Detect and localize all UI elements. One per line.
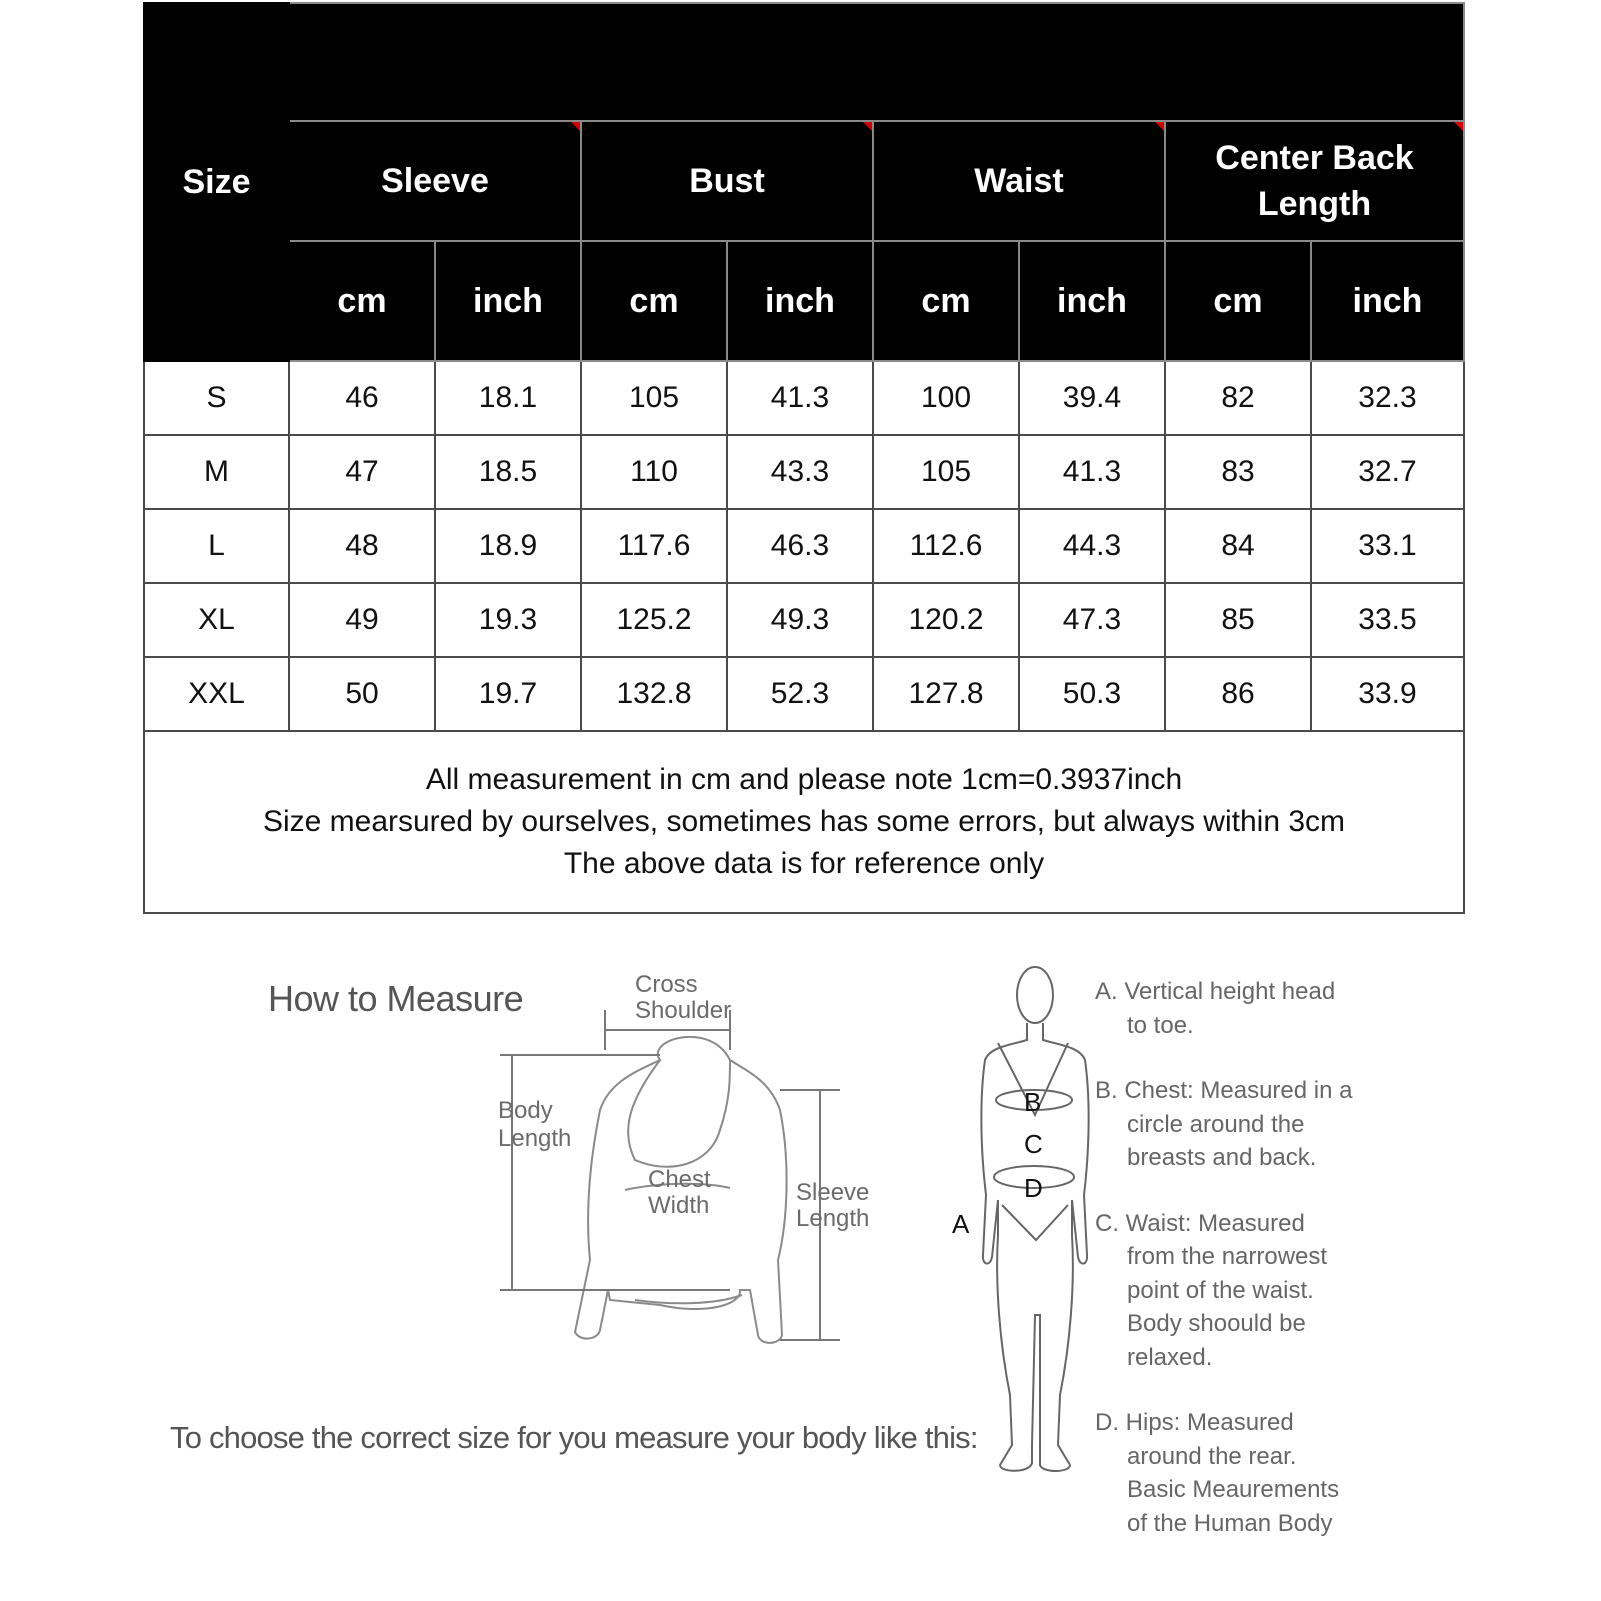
measurement-cell: 50 bbox=[289, 657, 435, 731]
head-shape bbox=[1017, 967, 1053, 1023]
size-cell: L bbox=[144, 509, 289, 583]
hips-letter: D bbox=[1024, 1173, 1043, 1203]
body-length-label: Body Length bbox=[498, 1097, 572, 1152]
measurement-cell: 41.3 bbox=[727, 361, 873, 435]
measurement-cell: 49 bbox=[289, 583, 435, 657]
waist-letter: C bbox=[1024, 1129, 1043, 1159]
unit-header-row bbox=[144, 241, 1464, 361]
waist-header: Waist bbox=[873, 121, 1165, 241]
bust-header: Bust bbox=[581, 121, 873, 241]
definition-c: C. Waist: Measured from the narrowest point of the waist. Body shoould be relaxed. bbox=[1095, 1209, 1328, 1371]
unit-header-2: cm bbox=[581, 241, 727, 361]
cross-shoulder-label: Cross Shoulder bbox=[635, 971, 732, 1024]
measurement-cell: 52.3 bbox=[727, 657, 873, 731]
measurement-cell: 125.2 bbox=[581, 583, 727, 657]
measurement-cell: 46 bbox=[289, 361, 435, 435]
measurement-cell: 105 bbox=[873, 435, 1019, 509]
measurement-cell: 85 bbox=[1165, 583, 1311, 657]
measurement-cell: 110 bbox=[581, 435, 727, 509]
measurement-cell: 82 bbox=[1165, 361, 1311, 435]
measurement-cell: 43.3 bbox=[727, 435, 873, 509]
measurement-cell: 18.1 bbox=[435, 361, 581, 435]
unit-header-5: inch bbox=[1019, 241, 1165, 361]
measurement-cell: 47.3 bbox=[1019, 583, 1165, 657]
measurement-cell: 18.5 bbox=[435, 435, 581, 509]
measure-instruction: To choose the correct size for you measure your body like this: bbox=[170, 1420, 978, 1455]
measurement-cell: 39.4 bbox=[1019, 361, 1165, 435]
measurement-cell: 112.6 bbox=[873, 509, 1019, 583]
measurement-cell: 86 bbox=[1165, 657, 1311, 731]
size-chart-table bbox=[143, 2, 1465, 914]
measurement-cell: 18.9 bbox=[435, 509, 581, 583]
size-row bbox=[144, 361, 1464, 435]
measurement-cell: 132.8 bbox=[581, 657, 727, 731]
size-cell: M bbox=[144, 435, 289, 509]
sleeve-header: Sleeve bbox=[289, 121, 581, 241]
measurement-cell: 50.3 bbox=[1019, 657, 1165, 731]
size-row bbox=[144, 583, 1464, 657]
size-cell: XL bbox=[144, 583, 289, 657]
measurement-cell: 33.5 bbox=[1311, 583, 1464, 657]
body-figure bbox=[950, 965, 1090, 1525]
measurement-cell: 105 bbox=[581, 361, 727, 435]
measurement-cell: 46.3 bbox=[727, 509, 873, 583]
measurement-cell: 48 bbox=[289, 509, 435, 583]
definition-a: A. Vertical height head to toe. bbox=[1095, 978, 1336, 1039]
measurement-definitions bbox=[1095, 975, 1395, 1572]
measurement-cell: 19.7 bbox=[435, 657, 581, 731]
size-table-body bbox=[144, 361, 1464, 731]
measurement-cell: 127.8 bbox=[873, 657, 1019, 731]
height-letter: A bbox=[952, 1209, 970, 1239]
measurement-cell: 100 bbox=[873, 361, 1019, 435]
size-header: Size bbox=[144, 3, 289, 361]
center-back-length-header: Center Back Length bbox=[1165, 121, 1464, 241]
note-line: Size mearsured by ourselves, sometimes has some errors, but always within 3cm bbox=[262, 805, 1346, 838]
measurement-cell: 33.9 bbox=[1311, 657, 1464, 731]
size-row bbox=[144, 435, 1464, 509]
unit-header-6: cm bbox=[1165, 241, 1311, 361]
unit-header-0: cm bbox=[289, 241, 435, 361]
measurement-cell: 19.3 bbox=[435, 583, 581, 657]
size-cell: XXL bbox=[144, 657, 289, 731]
measurement-cell: 44.3 bbox=[1019, 509, 1165, 583]
measurement-cell: 120.2 bbox=[873, 583, 1019, 657]
measurement-cell: 117.6 bbox=[581, 509, 727, 583]
measurement-cell: 49.3 bbox=[727, 583, 873, 657]
unit-header-1: inch bbox=[435, 241, 581, 361]
size-cell: S bbox=[144, 361, 289, 435]
unit-header-7: inch bbox=[1311, 241, 1464, 361]
measurement-cell: 32.3 bbox=[1311, 361, 1464, 435]
measurement-notes bbox=[144, 731, 1464, 913]
size-row bbox=[144, 657, 1464, 731]
chest-letter: B bbox=[1024, 1087, 1042, 1117]
size-row bbox=[144, 509, 1464, 583]
unit-header-4: cm bbox=[873, 241, 1019, 361]
measurement-cell: 41.3 bbox=[1019, 435, 1165, 509]
definition-b: B. Chest: Measured in a circle around the breasts and back. bbox=[1095, 1077, 1353, 1171]
sleeve-length-label: Sleeve Length bbox=[796, 1179, 870, 1232]
header-blank-band bbox=[289, 3, 1464, 121]
measurement-cell: 33.1 bbox=[1311, 509, 1464, 583]
measurement-cell: 47 bbox=[289, 435, 435, 509]
unit-header-3: inch bbox=[727, 241, 873, 361]
measurement-cell: 32.7 bbox=[1311, 435, 1464, 509]
shirt-neckline bbox=[628, 1060, 730, 1167]
measurement-cell: 84 bbox=[1165, 509, 1311, 583]
how-to-measure-title: How to Measure bbox=[268, 978, 524, 1019]
note-line: The above data is for reference only bbox=[563, 847, 1045, 880]
definition-d: D. Hips: Measured around the rear. Basic Meaurements of the Human Body bbox=[1095, 1409, 1340, 1537]
measurement-cell: 83 bbox=[1165, 435, 1311, 509]
shirt-measure-diagram bbox=[480, 960, 900, 1360]
chest-width-label: Chest Width bbox=[648, 1166, 711, 1219]
note-line: All measurement in cm and please note 1cm=0.3937inch bbox=[425, 763, 1183, 796]
